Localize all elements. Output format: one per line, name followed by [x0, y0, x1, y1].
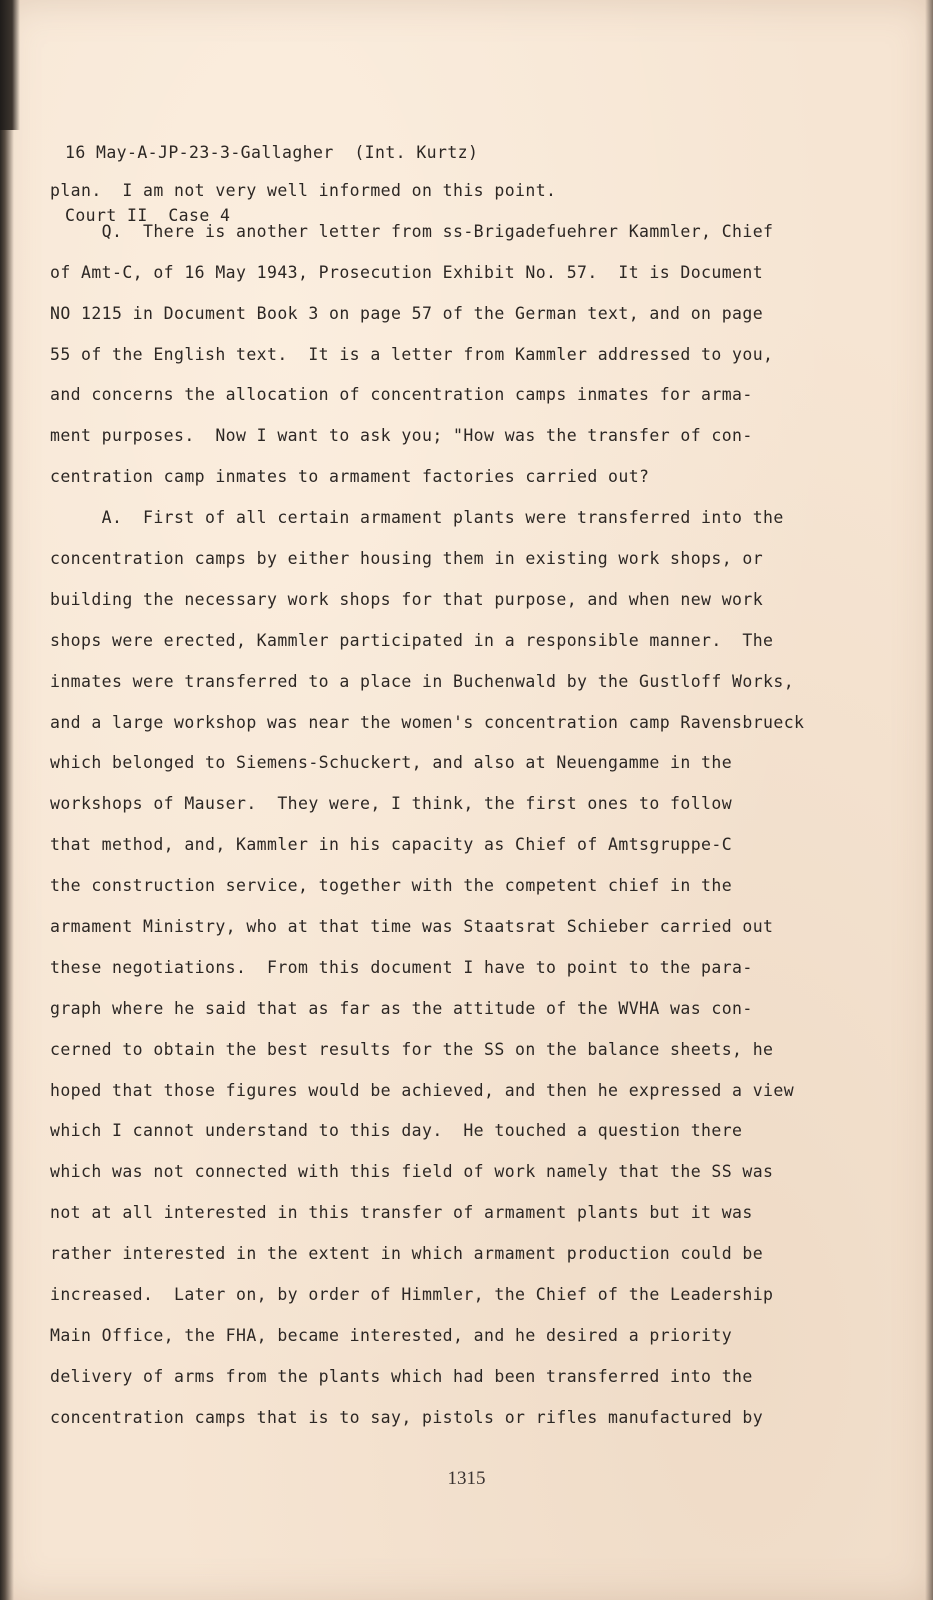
transcript-line: increased. Later on, by order of Himmler, the Chief of the Leadership — [50, 1285, 774, 1305]
transcript-line: delivery of arms from the plants which had been transferred into the — [50, 1366, 753, 1386]
transcript-line: plan. I am not very well informed on this point. — [50, 181, 557, 200]
transcript-line: shops were erected, Kammler participated in a responsible manner. The — [50, 630, 774, 650]
transcript-line: and concerns the allocation of concentration camps inmates for arma- — [50, 385, 753, 405]
transcript-line: concentration camps by either housing them in existing work shops, or — [50, 549, 764, 569]
transcript-line: that method, and, Kammler in his capacity as Chief of Amtsgruppe-C — [50, 835, 733, 855]
transcript-line: concentration camps that is to say, pistols or rifles manufactured by — [50, 1407, 764, 1427]
transcript-line: rather interested in the extent in which armament production could be — [50, 1244, 764, 1264]
transcript-body — [50, 180, 850, 1448]
transcript-line: A. First of all certain armament plants were transferred into the — [50, 508, 784, 528]
transcript-line: inmates were transferred to a place in Buchenwald by the Gustloff Works, — [50, 671, 795, 691]
transcript-line: centration camp inmates to armament factories carried out? — [50, 467, 650, 487]
page-number: 1315 — [447, 1468, 486, 1489]
transcript-line: not at all interested in this transfer of armament plants but it was — [50, 1203, 753, 1223]
transcript-line: building the necessary work shops for that purpose, and when new work — [50, 589, 764, 609]
transcript-line: hoped that those figures would be achieved, and then he expressed a view — [50, 1080, 795, 1100]
page-right-edge — [925, 0, 933, 1600]
header-reference-line: 16 May-A-JP-23-3-Gallagher (Int. Kurtz) — [65, 143, 479, 162]
transcript-line: NO 1215 in Document Book 3 on page 57 of the German text, and on page — [50, 303, 764, 323]
transcript-line: armament Ministry, who at that time was Staatsrat Schieber carried out — [50, 917, 774, 937]
transcript-line: 55 of the English text. It is a letter from Kammler addressed to you, — [50, 344, 774, 364]
transcript-line: cerned to obtain the best results for the SS on the balance sheets, he — [50, 1039, 774, 1059]
page-left-edge — [0, 0, 14, 1600]
transcript-line: the construction service, together with the competent chief in the — [50, 876, 733, 896]
transcript-line: which belonged to Siemens-Schuckert, and also at Neuengamme in the — [50, 753, 733, 773]
transcript-line: graph where he said that as far as the attitude of the WVHA was con- — [50, 998, 753, 1018]
transcript-line: Main Office, the FHA, became interested, and he desired a priority — [50, 1325, 733, 1345]
transcript-line: and a large workshop was near the women's concentration camp Ravensbrueck — [50, 712, 805, 732]
transcript-line: these negotiations. From this document I have to point to the para- — [50, 957, 753, 977]
transcript-line: of Amt-C, of 16 May 1943, Prosecution Exhibit No. 57. It is Document — [50, 262, 764, 282]
transcript-line: which I cannot understand to this day. He touched a question there — [50, 1121, 743, 1141]
transcript-line: Q. There is another letter from ss-Brigadefuehrer Kammler, Chief — [50, 221, 774, 241]
transcript-line: which was not connected with this field of work namely that the SS was — [50, 1162, 774, 1182]
transcript-line: workshops of Mauser. They were, I think, the first ones to follow — [50, 794, 733, 814]
transcript-line: ment purposes. Now I want to ask you; "How was the transfer of con- — [50, 426, 753, 446]
header-court-line: Court II Case 4 — [65, 206, 231, 225]
page-torn-corner — [0, 0, 20, 130]
